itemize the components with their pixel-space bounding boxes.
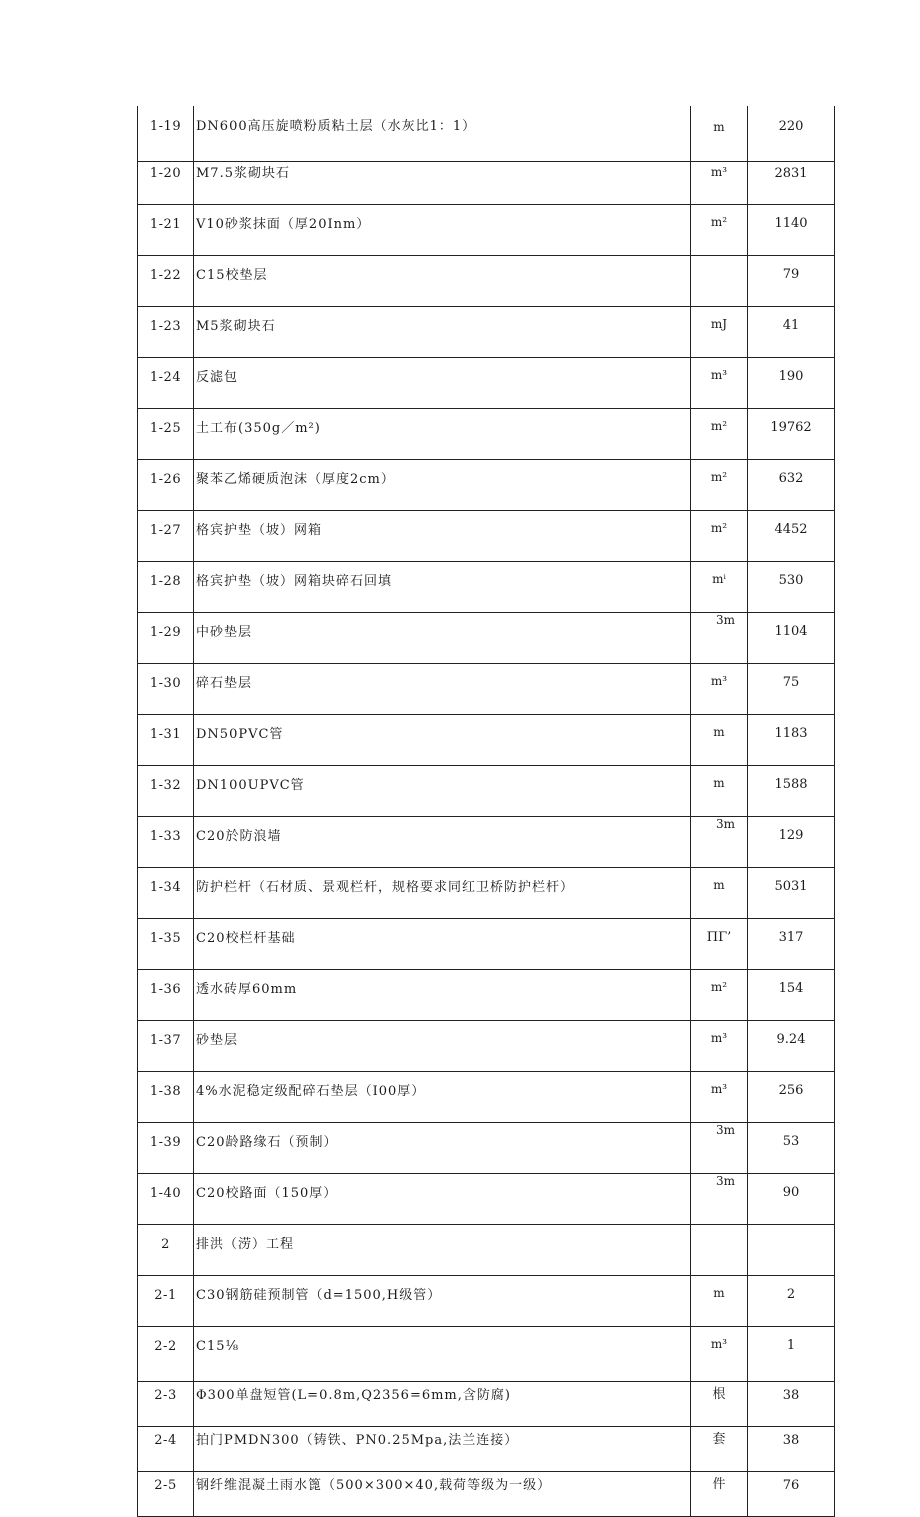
item-number: 2-4: [138, 1427, 194, 1472]
item-number: 2: [138, 1225, 194, 1276]
item-name: C20龄路缘石（预制）: [194, 1123, 691, 1174]
item-name: 拍门PMDN300（铸铁、PN0.25Mpa,法兰连接）: [194, 1427, 691, 1472]
table-row: [138, 1382, 835, 1427]
table-row: [138, 1123, 835, 1174]
item-quantity: 2831: [748, 162, 835, 205]
item-number: 2-1: [138, 1276, 194, 1327]
item-number: 1-37: [138, 1021, 194, 1072]
item-unit: m³: [691, 664, 748, 715]
item-quantity: 1104: [748, 613, 835, 664]
item-name: 中砂垫层: [194, 613, 691, 664]
item-number: 2-2: [138, 1327, 194, 1382]
item-unit: m²: [691, 460, 748, 511]
item-unit: m²: [691, 205, 748, 256]
item-name: C15⅛: [194, 1327, 691, 1382]
item-name: 格宾护垫（坡）网箱块碎石回填: [194, 562, 691, 613]
item-number: 1-32: [138, 766, 194, 817]
item-name: 防护栏杆（石材质、景观栏杆，规格要求同红卫桥防护栏杆）: [194, 868, 691, 919]
item-quantity: 530: [748, 562, 835, 613]
item-name: DN50PVC管: [194, 715, 691, 766]
quantities-table-body: [138, 106, 835, 1517]
item-number: 1-40: [138, 1174, 194, 1225]
item-number: 2-5: [138, 1472, 194, 1517]
item-quantity: 38: [748, 1382, 835, 1427]
item-quantity: 75: [748, 664, 835, 715]
table-row: [138, 1327, 835, 1382]
item-unit: 套: [691, 1427, 748, 1472]
item-quantity: 129: [748, 817, 835, 868]
quantities-table: [137, 106, 835, 1517]
item-unit: 3m: [691, 1123, 748, 1174]
item-quantity: 41: [748, 307, 835, 358]
table-row: [138, 1225, 835, 1276]
item-unit: m²: [691, 511, 748, 562]
item-quantity: 1588: [748, 766, 835, 817]
table-row: [138, 817, 835, 868]
item-unit: ΠΓ’: [691, 919, 748, 970]
item-quantity: 79: [748, 256, 835, 307]
table-row: [138, 664, 835, 715]
item-name: 4%水泥稳定级配碎石垫层（I00厚）: [194, 1072, 691, 1123]
item-quantity: 1: [748, 1327, 835, 1382]
item-unit: m: [691, 766, 748, 817]
item-unit: 3m: [691, 613, 748, 664]
item-number: 1-39: [138, 1123, 194, 1174]
table-row: [138, 613, 835, 664]
table-row: [138, 307, 835, 358]
item-quantity: 5031: [748, 868, 835, 919]
item-unit: m³: [691, 358, 748, 409]
item-number: 1-24: [138, 358, 194, 409]
item-name: 排洪（涝）工程: [194, 1225, 691, 1276]
item-quantity: 317: [748, 919, 835, 970]
item-name: C20校栏杆基础: [194, 919, 691, 970]
item-name: M7.5浆砌块石: [194, 162, 691, 205]
table-row: [138, 1472, 835, 1517]
item-quantity: 19762: [748, 409, 835, 460]
table-row: [138, 868, 835, 919]
item-number: 1-33: [138, 817, 194, 868]
item-name: 钢纤维混凝土雨水篦（500×300×40,载荷等级为一级）: [194, 1472, 691, 1517]
item-name: 砂垫层: [194, 1021, 691, 1072]
item-number: 1-20: [138, 162, 194, 205]
item-unit: m³: [691, 1072, 748, 1123]
item-name: C30钢筋硅预制管（d=1500,H级管）: [194, 1276, 691, 1327]
item-quantity: 90: [748, 1174, 835, 1225]
item-quantity: 2: [748, 1276, 835, 1327]
item-number: 1-26: [138, 460, 194, 511]
item-name: C20校路面（150厚）: [194, 1174, 691, 1225]
item-name: 格宾护垫（坡）网箱: [194, 511, 691, 562]
table-row: [138, 562, 835, 613]
item-quantity: 154: [748, 970, 835, 1021]
item-unit: mⁱ: [691, 562, 748, 613]
table-row: [138, 162, 835, 205]
item-name: Φ300单盘短管(L=0.8m,Q2356=6mm,含防腐): [194, 1382, 691, 1427]
table-row: [138, 766, 835, 817]
item-quantity: 256: [748, 1072, 835, 1123]
item-quantity: [748, 1225, 835, 1276]
item-name: 土工布(350g／m²): [194, 409, 691, 460]
table-row: [138, 919, 835, 970]
item-unit: m²: [691, 409, 748, 460]
table-row: [138, 715, 835, 766]
item-number: 1-27: [138, 511, 194, 562]
item-name: 聚苯乙烯硬质泡沫（厚度2cm）: [194, 460, 691, 511]
table-row: [138, 256, 835, 307]
item-unit: 3m: [691, 817, 748, 868]
table-row: [138, 1174, 835, 1225]
item-name: DN100UPVC管: [194, 766, 691, 817]
item-number: 1-31: [138, 715, 194, 766]
table-row: [138, 1276, 835, 1327]
table-row: [138, 460, 835, 511]
item-number: 1-19: [138, 106, 194, 162]
table-row: [138, 511, 835, 562]
item-unit: mJ: [691, 307, 748, 358]
item-quantity: 53: [748, 1123, 835, 1174]
item-quantity: 38: [748, 1427, 835, 1472]
item-number: 1-29: [138, 613, 194, 664]
item-name: DN600高压旋喷粉质粘土层（水灰比1：1）: [194, 106, 691, 162]
item-unit: 件: [691, 1472, 748, 1517]
item-number: 1-38: [138, 1072, 194, 1123]
item-name: M5浆砌块石: [194, 307, 691, 358]
item-number: 1-30: [138, 664, 194, 715]
item-unit: m³: [691, 162, 748, 205]
item-quantity: 1140: [748, 205, 835, 256]
item-unit: m: [691, 1276, 748, 1327]
table-row: [138, 1427, 835, 1472]
table-row: [138, 1072, 835, 1123]
item-unit: [691, 256, 748, 307]
item-quantity: 220: [748, 106, 835, 162]
item-unit: m: [691, 106, 748, 162]
item-unit: m: [691, 868, 748, 919]
item-unit: m³: [691, 1021, 748, 1072]
item-quantity: 632: [748, 460, 835, 511]
table-row: [138, 106, 835, 162]
item-unit: [691, 1225, 748, 1276]
item-quantity: 76: [748, 1472, 835, 1517]
item-number: 1-35: [138, 919, 194, 970]
item-unit: 根: [691, 1382, 748, 1427]
table-row: [138, 358, 835, 409]
item-quantity: 1183: [748, 715, 835, 766]
item-number: 1-34: [138, 868, 194, 919]
item-quantity: 4452: [748, 511, 835, 562]
item-name: 碎石垫层: [194, 664, 691, 715]
table-row: [138, 970, 835, 1021]
item-name: C20於防浪墙: [194, 817, 691, 868]
item-unit: m: [691, 715, 748, 766]
item-number: 1-22: [138, 256, 194, 307]
item-quantity: 9.24: [748, 1021, 835, 1072]
table-row: [138, 1021, 835, 1072]
item-unit: m²: [691, 970, 748, 1021]
item-number: 1-23: [138, 307, 194, 358]
table-row: [138, 205, 835, 256]
table-row: [138, 409, 835, 460]
item-number: 1-21: [138, 205, 194, 256]
item-unit: 3m: [691, 1174, 748, 1225]
item-name: C15校垫层: [194, 256, 691, 307]
item-name: 透水砖厚60mm: [194, 970, 691, 1021]
item-number: 1-28: [138, 562, 194, 613]
item-number: 1-25: [138, 409, 194, 460]
item-number: 2-3: [138, 1382, 194, 1427]
item-number: 1-36: [138, 970, 194, 1021]
item-name: V10砂浆抹面（厚20Inm）: [194, 205, 691, 256]
item-unit: m³: [691, 1327, 748, 1382]
item-quantity: 190: [748, 358, 835, 409]
item-name: 反滤包: [194, 358, 691, 409]
